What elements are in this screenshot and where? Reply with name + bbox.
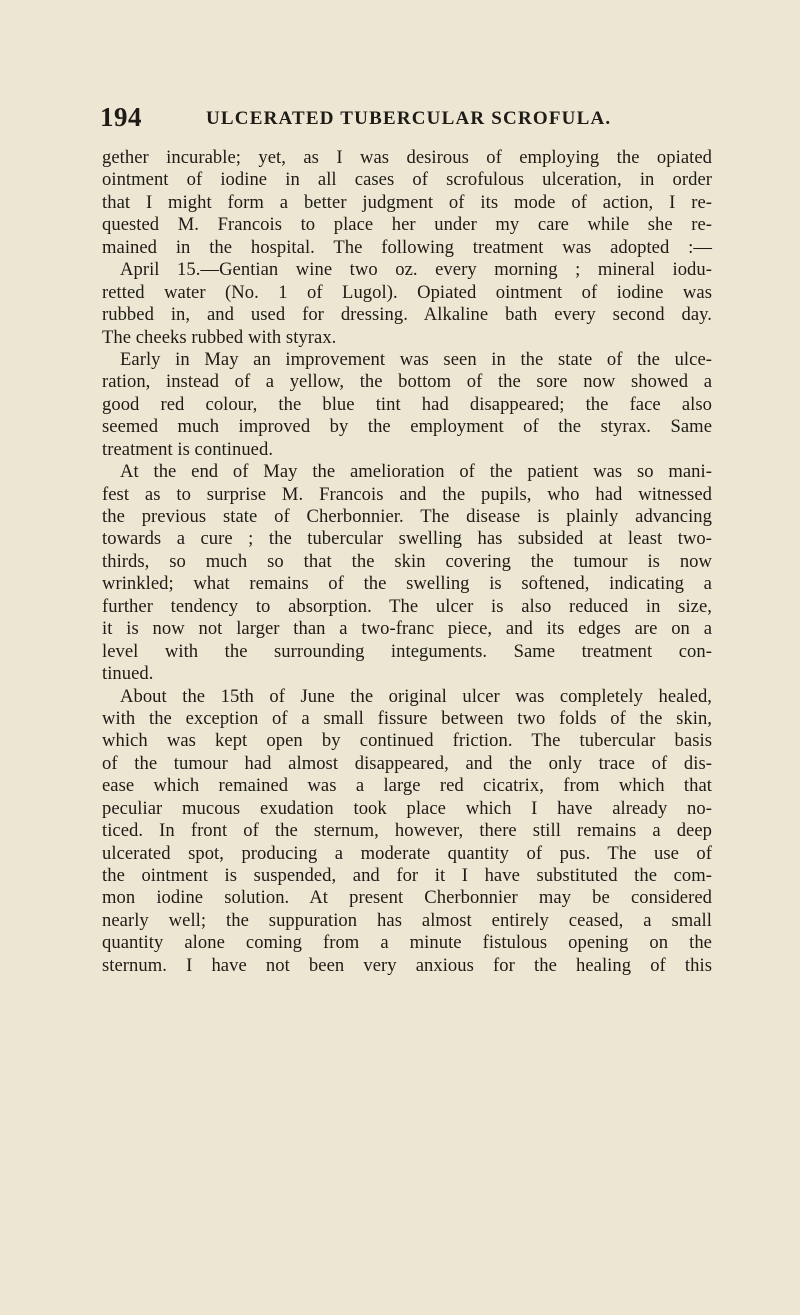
- text-line: with the exception of a small fissure between two folds of the skin,: [102, 707, 712, 729]
- text-line: peculiar mucous exudation took place which I have already no-: [102, 797, 712, 819]
- text-line: ration, instead of a yellow, the bottom of the sore now showed a: [102, 371, 712, 393]
- text-line: wrinkled; what remains of the swelling is softened, indicating a: [102, 573, 712, 595]
- text-line: further tendency to absorption. The ulcer is also reduced in size,: [102, 595, 712, 617]
- text-line: ease which remained was a large red cicatrix, from which that: [102, 775, 712, 797]
- text-line: ticed. In front of the sternum, however, there still remains a deep: [102, 820, 712, 842]
- text-line: of the tumour had almost disappeared, and the only trace of dis-: [102, 752, 712, 774]
- text-line: nearly well; the suppuration has almost entirely ceased, a small: [102, 909, 712, 931]
- text-line: Early in May an improvement was seen in the state of the ulce-: [120, 348, 712, 370]
- page-number: 194: [100, 102, 142, 132]
- text-line: rubbed in, and used for dressing. Alkaline bath every second day.: [102, 304, 712, 326]
- text-line: it is now not larger than a two-franc piece, and its edges are on a: [102, 618, 712, 640]
- text-line: retted water (No. 1 of Lugol). Opiated ointment of iodine was: [102, 281, 712, 303]
- text-line: gether incurable; yet, as I was desirous of employing the opiated: [102, 147, 712, 168]
- text-line: seemed much improved by the employment of the styrax. Same: [102, 416, 712, 438]
- text-line: fest as to surprise M. Francois and the pupils, who had witnessed: [102, 483, 712, 505]
- text-line: mon iodine solution. At present Cherbonnier may be considered: [102, 887, 712, 909]
- text-line: At the end of May the amelioration of the patient was so mani-: [120, 461, 712, 483]
- text-line: quantity alone coming from a minute fistulous opening on the: [102, 932, 712, 954]
- text-line: the ointment is suspended, and for it I have substituted the com-: [102, 865, 712, 886]
- text-line: April 15.—Gentian wine two oz. every morning ; mineral iodu-: [120, 259, 712, 281]
- text-line: level with the surrounding integuments. Same treatment con-: [102, 640, 712, 662]
- text-line: the previous state of Cherbonnier. The disease is plainly advancing: [102, 506, 712, 527]
- text-line: ulcerated spot, producing a moderate quantity of pus. The use of: [102, 842, 712, 864]
- running-head: ULCERATED TUBERCULAR SCROFULA.: [206, 108, 612, 129]
- page-header: [100, 102, 720, 138]
- text-line: good red colour, the blue tint had disappeared; the face also: [102, 393, 712, 415]
- text-line: quested M. Francois to place her under my care while she re-: [102, 214, 712, 236]
- text-line: About the 15th of June the original ulcer was completely healed,: [120, 685, 712, 707]
- text-line: that I might form a better judgment of its mode of action, I re-: [102, 191, 712, 213]
- text-line: ointment of iodine in all cases of scrofulous ulceration, in order: [102, 169, 712, 191]
- text-line: mained in the hospital. The following treatment was adopted :—: [102, 236, 712, 258]
- text-line: The cheeks rubbed with styrax.: [102, 326, 337, 348]
- text-line: thirds, so much so that the skin covering the tumour is now: [102, 550, 712, 572]
- text-line: sternum. I have not been very anxious for the healing of this: [102, 954, 712, 976]
- text-line: towards a cure ; the tubercular swelling has subsided at least two-: [102, 528, 712, 550]
- text-line: tinued.: [102, 663, 154, 685]
- text-line: which was kept open by continued friction. The tubercular basis: [102, 730, 712, 752]
- body-text: [102, 147, 712, 977]
- text-line: treatment is continued.: [102, 438, 274, 460]
